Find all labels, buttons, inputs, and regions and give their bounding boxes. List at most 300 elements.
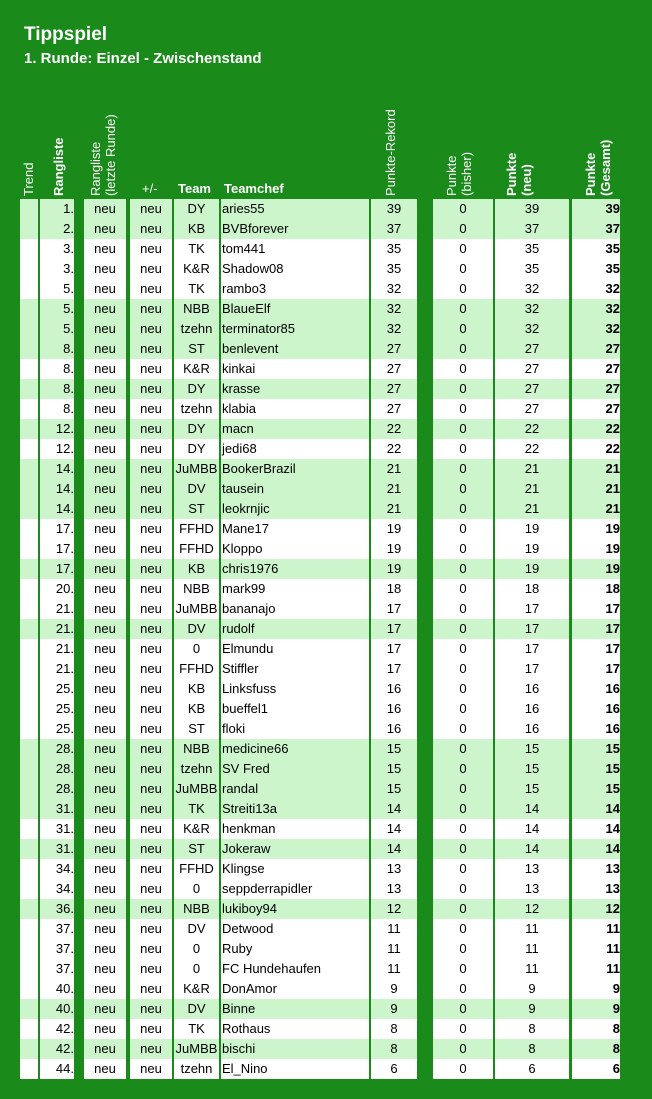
cell-prev: neu: [84, 659, 126, 679]
cell-pm: neu: [130, 659, 172, 679]
cell-rank: 28.: [40, 759, 74, 779]
cell-pm: neu: [130, 879, 172, 899]
cell-pm: neu: [130, 419, 172, 439]
header-team: Team: [178, 181, 211, 196]
cell-prev: neu: [84, 439, 126, 459]
cell-neu: 15: [495, 739, 569, 759]
cell-neu: 11: [495, 959, 569, 979]
cell-trend: [20, 679, 38, 699]
cell-gesamt: 17: [572, 599, 620, 619]
cell-rank: 8.: [40, 379, 74, 399]
cell-rekord: 19: [371, 519, 417, 539]
cell-rekord: 19: [371, 539, 417, 559]
cell-rekord: 14: [371, 819, 417, 839]
table-row: [0, 919, 652, 939]
cell-bisher: 0: [433, 839, 493, 859]
cell-team: K&R: [174, 819, 219, 839]
cell-team: NBB: [174, 579, 219, 599]
cell-rekord: 14: [371, 799, 417, 819]
table-row: [0, 859, 652, 879]
cell-chef: randal: [221, 779, 369, 799]
table-row: [0, 819, 652, 839]
cell-team: K&R: [174, 359, 219, 379]
cell-trend: [20, 199, 38, 219]
table-row: [0, 1059, 652, 1079]
cell-prev: neu: [84, 1059, 126, 1079]
cell-bisher: 0: [433, 279, 493, 299]
cell-chef: bueffel1: [221, 699, 369, 719]
cell-neu: 19: [495, 539, 569, 559]
cell-rekord: 11: [371, 919, 417, 939]
cell-rekord: 32: [371, 299, 417, 319]
cell-prev: neu: [84, 319, 126, 339]
table-row: [0, 279, 652, 299]
cell-trend: [20, 839, 38, 859]
cell-neu: 15: [495, 759, 569, 779]
cell-rekord: 21: [371, 459, 417, 479]
cell-pm: neu: [130, 999, 172, 1019]
cell-chef: chris1976: [221, 559, 369, 579]
cell-prev: neu: [84, 579, 126, 599]
cell-prev: neu: [84, 879, 126, 899]
cell-trend: [20, 419, 38, 439]
cell-team: FFHD: [174, 539, 219, 559]
cell-trend: [20, 239, 38, 259]
cell-pm: neu: [130, 679, 172, 699]
cell-trend: [20, 879, 38, 899]
cell-gesamt: 14: [572, 819, 620, 839]
cell-prev: neu: [84, 859, 126, 879]
cell-bisher: 0: [433, 599, 493, 619]
cell-rekord: 21: [371, 479, 417, 499]
table-row: [0, 799, 652, 819]
cell-neu: 27: [495, 399, 569, 419]
cell-bisher: 0: [433, 879, 493, 899]
cell-rekord: 14: [371, 839, 417, 859]
cell-trend: [20, 979, 38, 999]
cell-trend: [20, 619, 38, 639]
cell-team: tzehn: [174, 319, 219, 339]
header-rangliste-label: Rangliste: [51, 137, 66, 196]
cell-neu: 12: [495, 899, 569, 919]
cell-trend: [20, 759, 38, 779]
cell-gesamt: 19: [572, 519, 620, 539]
cell-neu: 32: [495, 319, 569, 339]
cell-prev: neu: [84, 419, 126, 439]
table-row: [0, 759, 652, 779]
cell-neu: 14: [495, 839, 569, 859]
cell-gesamt: 19: [572, 539, 620, 559]
table-row: [0, 219, 652, 239]
table-row: [0, 439, 652, 459]
cell-bisher: 0: [433, 739, 493, 759]
cell-chef: Rothaus: [221, 1019, 369, 1039]
cell-prev: neu: [84, 199, 126, 219]
cell-pm: neu: [130, 319, 172, 339]
cell-chef: Binne: [221, 999, 369, 1019]
cell-bisher: 0: [433, 399, 493, 419]
cell-neu: 37: [495, 219, 569, 239]
cell-neu: 14: [495, 799, 569, 819]
cell-trend: [20, 499, 38, 519]
cell-team: 0: [174, 639, 219, 659]
cell-chef: Detwood: [221, 919, 369, 939]
header-neu-line2: (neu): [519, 164, 534, 196]
cell-bisher: 0: [433, 939, 493, 959]
cell-trend: [20, 819, 38, 839]
cell-gesamt: 9: [572, 999, 620, 1019]
cell-prev: neu: [84, 379, 126, 399]
table-row: [0, 359, 652, 379]
cell-bisher: 0: [433, 679, 493, 699]
cell-pm: neu: [130, 259, 172, 279]
cell-pm: neu: [130, 599, 172, 619]
cell-rank: 2.: [40, 219, 74, 239]
cell-prev: neu: [84, 899, 126, 919]
cell-prev: neu: [84, 599, 126, 619]
cell-gesamt: 27: [572, 399, 620, 419]
cell-bisher: 0: [433, 979, 493, 999]
cell-pm: neu: [130, 799, 172, 819]
cell-gesamt: 17: [572, 639, 620, 659]
cell-rank: 34.: [40, 879, 74, 899]
cell-team: TK: [174, 799, 219, 819]
cell-rekord: 35: [371, 239, 417, 259]
cell-gesamt: 19: [572, 559, 620, 579]
cell-rank: 37.: [40, 919, 74, 939]
cell-gesamt: 16: [572, 719, 620, 739]
table-row: [0, 659, 652, 679]
cell-rekord: 37: [371, 219, 417, 239]
cell-team: DV: [174, 999, 219, 1019]
cell-gesamt: 27: [572, 359, 620, 379]
cell-rank: 8.: [40, 339, 74, 359]
cell-bisher: 0: [433, 959, 493, 979]
table-row: [0, 779, 652, 799]
cell-rekord: 17: [371, 659, 417, 679]
cell-team: DY: [174, 379, 219, 399]
cell-gesamt: 17: [572, 659, 620, 679]
cell-chef: rambo3: [221, 279, 369, 299]
cell-rank: 25.: [40, 679, 74, 699]
cell-bisher: 0: [433, 779, 493, 799]
cell-prev: neu: [84, 459, 126, 479]
cell-rank: 5.: [40, 299, 74, 319]
cell-chef: Elmundu: [221, 639, 369, 659]
cell-gesamt: 9: [572, 979, 620, 999]
cell-pm: neu: [130, 539, 172, 559]
cell-trend: [20, 699, 38, 719]
cell-pm: neu: [130, 219, 172, 239]
cell-trend: [20, 639, 38, 659]
cell-bisher: 0: [433, 899, 493, 919]
table-row: [0, 1019, 652, 1039]
cell-prev: neu: [84, 719, 126, 739]
cell-bisher: 0: [433, 359, 493, 379]
cell-neu: 9: [495, 979, 569, 999]
cell-trend: [20, 379, 38, 399]
cell-neu: 8: [495, 1039, 569, 1059]
cell-pm: neu: [130, 839, 172, 859]
cell-gesamt: 16: [572, 679, 620, 699]
table-row: [0, 559, 652, 579]
cell-neu: 13: [495, 859, 569, 879]
ranking-table: [0, 199, 652, 1079]
cell-team: ST: [174, 839, 219, 859]
cell-prev: neu: [84, 799, 126, 819]
cell-rekord: 19: [371, 559, 417, 579]
cell-bisher: 0: [433, 259, 493, 279]
cell-gesamt: 32: [572, 319, 620, 339]
cell-trend: [20, 459, 38, 479]
cell-chef: BVBforever: [221, 219, 369, 239]
cell-trend: [20, 659, 38, 679]
cell-chef: SV Fred: [221, 759, 369, 779]
cell-rank: 14.: [40, 479, 74, 499]
cell-gesamt: 17: [572, 619, 620, 639]
cell-chef: jedi68: [221, 439, 369, 459]
cell-pm: neu: [130, 619, 172, 639]
cell-trend: [20, 719, 38, 739]
cell-rekord: 17: [371, 639, 417, 659]
cell-rank: 34.: [40, 859, 74, 879]
cell-gesamt: 11: [572, 939, 620, 959]
cell-prev: neu: [84, 1039, 126, 1059]
cell-gesamt: 35: [572, 259, 620, 279]
cell-rekord: 32: [371, 279, 417, 299]
cell-neu: 35: [495, 259, 569, 279]
cell-chef: aries55: [221, 199, 369, 219]
cell-rekord: 17: [371, 619, 417, 639]
cell-prev: neu: [84, 959, 126, 979]
header-bisher-line1: Punkte: [444, 155, 459, 196]
cell-team: NBB: [174, 739, 219, 759]
table-row: [0, 419, 652, 439]
cell-team: FFHD: [174, 859, 219, 879]
cell-rekord: 6: [371, 1059, 417, 1079]
cell-trend: [20, 219, 38, 239]
cell-pm: neu: [130, 279, 172, 299]
cell-rekord: 16: [371, 719, 417, 739]
cell-rekord: 27: [371, 399, 417, 419]
cell-team: FFHD: [174, 659, 219, 679]
cell-trend: [20, 1039, 38, 1059]
cell-team: KB: [174, 699, 219, 719]
cell-chef: FC Hundehaufen: [221, 959, 369, 979]
cell-chef: bananajo: [221, 599, 369, 619]
cell-neu: 21: [495, 459, 569, 479]
cell-rekord: 8: [371, 1019, 417, 1039]
cell-pm: neu: [130, 339, 172, 359]
header-gesamt-line1: Punkte: [583, 152, 598, 196]
cell-bisher: 0: [433, 319, 493, 339]
cell-neu: 27: [495, 359, 569, 379]
cell-bisher: 0: [433, 999, 493, 1019]
cell-prev: neu: [84, 559, 126, 579]
cell-rekord: 17: [371, 599, 417, 619]
cell-neu: 17: [495, 619, 569, 639]
cell-bisher: 0: [433, 799, 493, 819]
header-rangliste-prev-line2: (letzte Runde): [103, 114, 118, 196]
cell-rank: 5.: [40, 319, 74, 339]
cell-trend: [20, 599, 38, 619]
cell-gesamt: 13: [572, 879, 620, 899]
cell-bisher: 0: [433, 659, 493, 679]
cell-prev: neu: [84, 819, 126, 839]
cell-pm: neu: [130, 199, 172, 219]
cell-chef: bischi: [221, 1039, 369, 1059]
cell-bisher: 0: [433, 379, 493, 399]
cell-rekord: 16: [371, 699, 417, 719]
cell-rekord: 39: [371, 199, 417, 219]
cell-bisher: 0: [433, 239, 493, 259]
cell-rank: 14.: [40, 459, 74, 479]
cell-team: TK: [174, 239, 219, 259]
cell-rank: 42.: [40, 1019, 74, 1039]
header-rangliste-prev-line1: Rangliste: [88, 141, 103, 196]
cell-trend: [20, 439, 38, 459]
cell-chef: El_Nino: [221, 1059, 369, 1079]
header-neu-line1: Punkte: [504, 152, 519, 196]
page-subtitle: 1. Runde: Einzel - Zwischenstand: [24, 50, 262, 67]
cell-chef: medicine66: [221, 739, 369, 759]
cell-pm: neu: [130, 479, 172, 499]
cell-rekord: 8: [371, 1039, 417, 1059]
cell-bisher: 0: [433, 699, 493, 719]
cell-rank: 25.: [40, 719, 74, 739]
cell-team: JuMBB: [174, 459, 219, 479]
cell-rank: 1.: [40, 199, 74, 219]
cell-bisher: 0: [433, 479, 493, 499]
table-row: [0, 539, 652, 559]
cell-rekord: 32: [371, 319, 417, 339]
cell-rekord: 27: [371, 339, 417, 359]
cell-team: 0: [174, 939, 219, 959]
cell-chef: kinkai: [221, 359, 369, 379]
cell-prev: neu: [84, 839, 126, 859]
cell-rank: 8.: [40, 399, 74, 419]
cell-rank: 21.: [40, 619, 74, 639]
cell-chef: Linksfuss: [221, 679, 369, 699]
cell-bisher: 0: [433, 1059, 493, 1079]
cell-rekord: 11: [371, 939, 417, 959]
cell-rank: 40.: [40, 979, 74, 999]
cell-rank: 17.: [40, 539, 74, 559]
cell-rank: 31.: [40, 819, 74, 839]
cell-rank: 28.: [40, 779, 74, 799]
table-row: [0, 319, 652, 339]
cell-gesamt: 37: [572, 219, 620, 239]
cell-neu: 32: [495, 299, 569, 319]
cell-trend: [20, 739, 38, 759]
cell-rekord: 9: [371, 979, 417, 999]
cell-pm: neu: [130, 519, 172, 539]
cell-rekord: 22: [371, 419, 417, 439]
cell-chef: mark99: [221, 579, 369, 599]
cell-trend: [20, 919, 38, 939]
cell-trend: [20, 579, 38, 599]
cell-trend: [20, 299, 38, 319]
cell-neu: 16: [495, 699, 569, 719]
cell-team: JuMBB: [174, 599, 219, 619]
cell-trend: [20, 799, 38, 819]
cell-pm: neu: [130, 439, 172, 459]
cell-gesamt: 16: [572, 699, 620, 719]
cell-prev: neu: [84, 339, 126, 359]
cell-neu: 6: [495, 1059, 569, 1079]
cell-team: 0: [174, 879, 219, 899]
cell-bisher: 0: [433, 639, 493, 659]
cell-prev: neu: [84, 759, 126, 779]
cell-gesamt: 27: [572, 339, 620, 359]
cell-gesamt: 22: [572, 439, 620, 459]
cell-prev: neu: [84, 919, 126, 939]
page-title: Tippspiel: [24, 24, 108, 45]
cell-rank: 37.: [40, 959, 74, 979]
cell-bisher: 0: [433, 199, 493, 219]
cell-trend: [20, 999, 38, 1019]
cell-trend: [20, 339, 38, 359]
cell-rekord: 27: [371, 359, 417, 379]
cell-prev: neu: [84, 499, 126, 519]
cell-chef: BlaueElf: [221, 299, 369, 319]
cell-neu: 16: [495, 719, 569, 739]
cell-bisher: 0: [433, 579, 493, 599]
cell-prev: neu: [84, 619, 126, 639]
cell-rank: 40.: [40, 999, 74, 1019]
cell-team: K&R: [174, 259, 219, 279]
cell-gesamt: 14: [572, 839, 620, 859]
cell-trend: [20, 519, 38, 539]
cell-rank: 36.: [40, 899, 74, 919]
cell-chef: macn: [221, 419, 369, 439]
cell-team: ST: [174, 339, 219, 359]
cell-neu: 21: [495, 479, 569, 499]
cell-neu: 8: [495, 1019, 569, 1039]
cell-gesamt: 39: [572, 199, 620, 219]
cell-chef: Jokeraw: [221, 839, 369, 859]
cell-gesamt: 22: [572, 419, 620, 439]
table-row: [0, 579, 652, 599]
cell-pm: neu: [130, 819, 172, 839]
cell-team: DV: [174, 619, 219, 639]
cell-trend: [20, 319, 38, 339]
cell-chef: Kloppo: [221, 539, 369, 559]
cell-bisher: 0: [433, 1019, 493, 1039]
table-row: [0, 879, 652, 899]
cell-prev: neu: [84, 239, 126, 259]
table-row: [0, 239, 652, 259]
cell-rank: 21.: [40, 599, 74, 619]
cell-bisher: 0: [433, 499, 493, 519]
cell-team: NBB: [174, 299, 219, 319]
cell-pm: neu: [130, 979, 172, 999]
cell-neu: 39: [495, 199, 569, 219]
table-row: [0, 1039, 652, 1059]
cell-gesamt: 21: [572, 459, 620, 479]
table-row: [0, 299, 652, 319]
cell-chef: Mane17: [221, 519, 369, 539]
cell-bisher: 0: [433, 1039, 493, 1059]
cell-neu: 13: [495, 879, 569, 899]
cell-rekord: 12: [371, 899, 417, 919]
cell-rekord: 15: [371, 759, 417, 779]
table-row: [0, 459, 652, 479]
cell-rank: 21.: [40, 639, 74, 659]
cell-bisher: 0: [433, 539, 493, 559]
cell-chef: klabia: [221, 399, 369, 419]
cell-neu: 14: [495, 819, 569, 839]
